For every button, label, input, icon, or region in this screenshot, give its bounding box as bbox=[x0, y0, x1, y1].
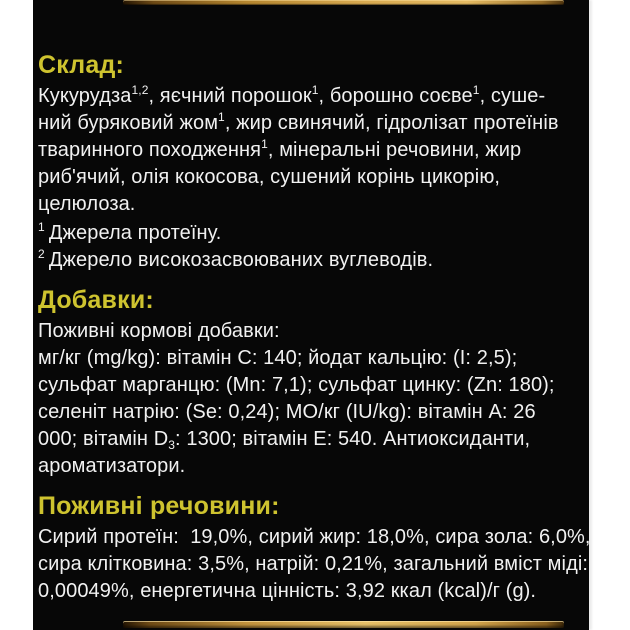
section-title-nutrients: Поживні речовини: bbox=[38, 492, 280, 520]
text-line: мг/кг (mg/kg): вітамін C: 140; йодат кальцію: (I: 2,5); bbox=[38, 347, 518, 369]
section-nutrients bbox=[38, 492, 591, 605]
text-line: тваринного походження$^1$, мінеральні речовини, жир bbox=[38, 137, 522, 161]
text-line: Кукурудза$^{1,2}$, яєчний порошок$^1$, борошно соєве$^1$, суше- bbox=[38, 83, 546, 107]
text-line: 0,00049%, енергетична цінність: 3,92 ккал (kcal)/г (g). bbox=[38, 580, 537, 602]
text-line: Сирий протеїн: 19,0%, сирий жир: 18,0%, сира зола: 6,0%, bbox=[38, 526, 591, 548]
footnotes bbox=[38, 220, 585, 274]
section-composition bbox=[38, 52, 585, 274]
text-line: ароматизатори. bbox=[38, 455, 186, 477]
text-line: риб'ячий, олія кокосова, сушений корінь цикорію, bbox=[38, 166, 501, 188]
gold-divider-bottom bbox=[123, 621, 564, 628]
black-label-panel bbox=[33, 0, 589, 630]
section-title-composition: Склад: bbox=[38, 51, 125, 79]
text-line: сульфат марганцю: (Mn: 7,1); сульфат цинку: (Zn: 180); bbox=[38, 374, 555, 396]
text-line: сира клітковина: 3,5%, натрій: 0,21%, загальний вміст міді: bbox=[38, 553, 589, 575]
gold-divider-top bbox=[123, 0, 564, 5]
section-additives bbox=[38, 287, 585, 480]
section-title-additives: Добавки: bbox=[38, 286, 154, 314]
text-line: 000; вітамін $D_3$: 1300; вітамін E: 540. Антиоксиданти, bbox=[38, 428, 531, 452]
text-line: Поживні кормові добавки: bbox=[38, 320, 280, 342]
text-line: ний буряковий жом$^1$, жир свинячий, гідролізат протеїнів bbox=[38, 110, 559, 134]
footnote-protein-sources: $^1$ Джерела протеїну. bbox=[38, 220, 222, 244]
footnote-carb-sources: $^2$ Джерело високозасвоюваних вуглеводів. bbox=[38, 247, 434, 271]
text-line: селеніт натрію: (Se: 0,24); МО/кг (IU/kg): вітамін A: 26 bbox=[38, 401, 536, 423]
label-content bbox=[38, 51, 591, 605]
text-line: целюлоза. bbox=[38, 193, 136, 215]
